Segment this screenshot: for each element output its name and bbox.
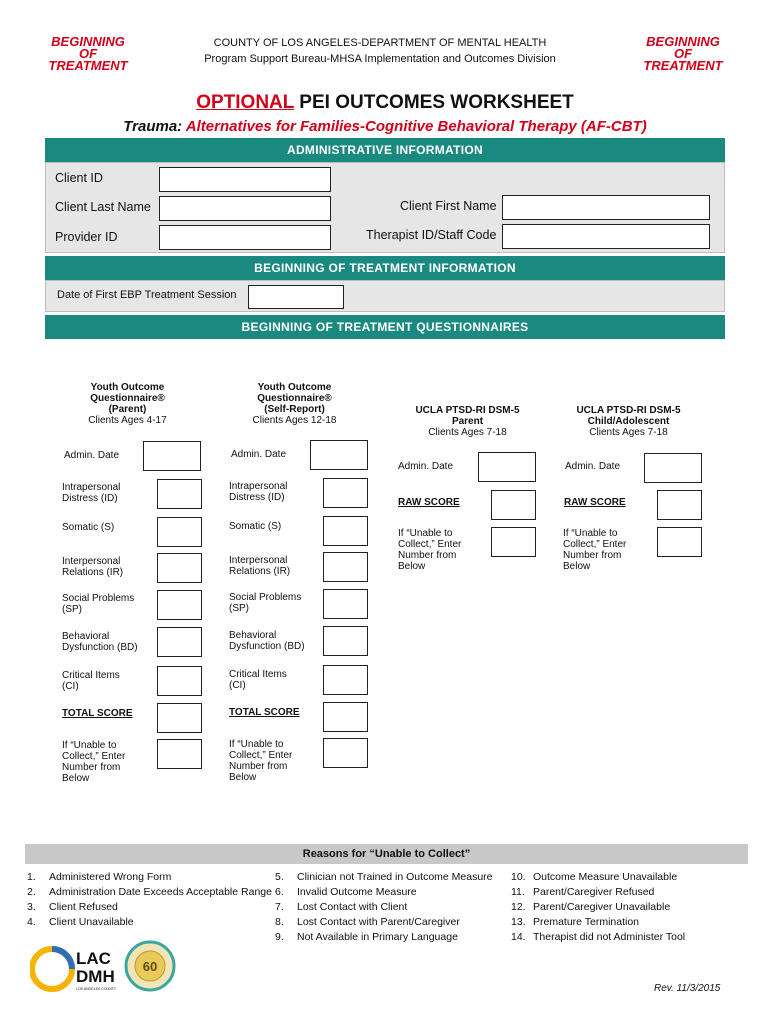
yoq-self-title-1: Youth Outcome xyxy=(257,382,332,393)
reason-number: 12. xyxy=(511,901,526,913)
reason-text: Client Refused xyxy=(49,901,118,913)
ucla-child-admin-date-input[interactable] xyxy=(644,453,702,483)
reason-item xyxy=(27,900,272,915)
yoq-self-sp-line-2: (SP) xyxy=(229,603,249,614)
yoq-parent-total-label: TOTAL SCORE xyxy=(62,708,133,719)
reason-text: Premature Termination xyxy=(533,916,640,928)
ucla-child-raw-label: RAW SCORE xyxy=(564,497,626,508)
yoq-self-title-2: Questionnaire® xyxy=(257,393,332,404)
reason-text: Invalid Outcome Measure xyxy=(297,886,417,898)
yoq-self-unable-input[interactable] xyxy=(323,738,368,768)
reason-text: Lost Contact with Client xyxy=(297,901,408,913)
ucla-child-unable-input[interactable] xyxy=(657,527,702,557)
reason-item xyxy=(275,870,493,885)
yoq-self-ir-label xyxy=(229,555,290,577)
reason-item xyxy=(27,915,272,930)
client-first-name-label: Client First Name xyxy=(400,199,497,213)
ucla-child-unable-line-3: Number from xyxy=(563,550,622,561)
reason-number: 14. xyxy=(511,931,526,943)
yoq-parent-id-input[interactable] xyxy=(157,479,202,509)
yoq-self-total-input[interactable] xyxy=(323,702,368,732)
yoq-parent-sp-label xyxy=(62,593,134,615)
yoq-self-unable-line-3: Number from xyxy=(229,761,288,772)
yoq-self-ci-line-2: (CI) xyxy=(229,680,246,691)
client-id-label: Client ID xyxy=(55,171,103,185)
reason-number: 2. xyxy=(27,886,36,898)
ucla-child-raw-input[interactable] xyxy=(657,490,702,520)
client-first-name-input[interactable] xyxy=(502,195,710,220)
yoq-self-unable-line-4: Below xyxy=(229,772,257,783)
division-name: Program Support Bureau-MHSA Implementation and Outcomes Division xyxy=(204,53,556,65)
corner-right-line-2: OF xyxy=(673,46,693,61)
yoq-self-sp-line-1: Social Problems xyxy=(229,592,302,603)
yoq-self-id-label xyxy=(229,481,287,503)
yoq-parent-unable-label xyxy=(62,740,125,784)
ucla-child-ages: Clients Ages 7-18 xyxy=(589,427,668,438)
yoq-parent-sp-input[interactable] xyxy=(157,590,202,620)
corner-right-line-3: TREATMENT xyxy=(643,58,723,73)
yoq-parent-ir-label xyxy=(62,556,123,578)
reason-number: 6. xyxy=(275,886,284,898)
ucla-parent-title-2: Parent xyxy=(451,416,484,427)
yoq-parent-s-input[interactable] xyxy=(157,517,202,547)
reason-item xyxy=(275,930,493,945)
anniversary-seal-icon xyxy=(124,940,176,992)
yoq-self-admin-date-label: Admin. Date xyxy=(231,449,287,460)
page-subtitle xyxy=(0,118,770,135)
ucla-parent-ages: Clients Ages 7-18 xyxy=(428,427,507,438)
yoq-self-s-input[interactable] xyxy=(323,516,368,546)
yoq-self-unable-line-2: Collect,” Enter xyxy=(229,750,293,761)
yoq-parent-title-3: (Parent) xyxy=(108,404,147,415)
svg-text:DMH: DMH xyxy=(76,967,115,986)
yoq-parent-bd-line-2: Dysfunction (BD) xyxy=(62,642,138,653)
reasons-col-1 xyxy=(27,870,272,930)
ucla-parent-unable-label xyxy=(398,528,461,572)
reason-item xyxy=(275,915,493,930)
yoq-parent-bd-label xyxy=(62,631,138,653)
yoq-parent-unable-line-3: Number from xyxy=(62,762,121,773)
therapist-id-label: Therapist ID/Staff Code xyxy=(366,228,497,242)
reason-item xyxy=(511,915,685,930)
client-last-name-label: Client Last Name xyxy=(55,200,151,214)
ucla-child-admin-date-label: Admin. Date xyxy=(565,461,621,472)
yoq-self-title-3: (Self-Report) xyxy=(264,404,325,415)
yoq-parent-bd-line-1: Behavioral xyxy=(62,631,110,642)
title-rest: PEI OUTCOMES WORKSHEET xyxy=(294,92,574,113)
yoq-parent-sp-line-2: (SP) xyxy=(62,604,82,615)
reason-number: 13. xyxy=(511,916,526,928)
yoq-self-bd-label xyxy=(229,630,305,652)
yoq-parent-unable-line-2: Collect,” Enter xyxy=(62,751,126,762)
yoq-parent-ci-input[interactable] xyxy=(157,666,202,696)
ucla-parent-unable-line-4: Below xyxy=(398,561,426,572)
provider-id-label: Provider ID xyxy=(55,230,118,244)
svg-text:LOS ANGELES COUNTY: LOS ANGELES COUNTY xyxy=(76,987,117,991)
yoq-parent-ages: Clients Ages 4-17 xyxy=(88,415,167,426)
yoq-parent-total-input[interactable] xyxy=(157,703,202,733)
reason-item xyxy=(275,885,493,900)
yoq-self-unable-label xyxy=(229,739,292,783)
reason-number: 1. xyxy=(27,871,36,883)
reasons-col-3 xyxy=(511,870,685,945)
agency-header xyxy=(160,35,600,67)
subtitle-program: Alternatives for Families-Cognitive Behavioral Therapy (AF-CBT) xyxy=(185,118,647,135)
yoq-parent-unable-line-1: If “Unable to xyxy=(62,740,117,751)
reason-item xyxy=(27,885,272,900)
yoq-parent-title-1: Youth Outcome xyxy=(90,382,165,393)
yoq-self-id-input[interactable] xyxy=(323,478,368,508)
ucla-child-unable-line-4: Below xyxy=(563,561,591,572)
ucla-parent-header xyxy=(400,405,535,438)
yoq-self-bd-input[interactable] xyxy=(323,626,368,656)
reason-text: Client Unavailable xyxy=(49,916,134,928)
yoq-self-sp-label xyxy=(229,592,301,614)
reason-text: Parent/Caregiver Unavailable xyxy=(533,901,671,913)
corner-left-line-2: OF xyxy=(78,46,98,61)
agency-name: COUNTY OF LOS ANGELES-DEPARTMENT OF MENTAL HEALTH xyxy=(213,37,547,49)
yoq-parent-ir-input[interactable] xyxy=(157,553,202,583)
ucla-child-title-2: Child/Adolescent xyxy=(587,416,670,427)
ucla-parent-admin-date-input[interactable] xyxy=(478,452,536,482)
yoq-self-ir-line-2: Relations (IR) xyxy=(229,566,291,577)
lacdmh-logo xyxy=(30,942,120,996)
yoq-self-ci-label xyxy=(229,669,287,691)
reason-text: Administered Wrong Form xyxy=(49,871,172,883)
client-id-input[interactable] xyxy=(159,167,331,192)
reason-text: Clinician not Trained in Outcome Measure xyxy=(297,871,493,883)
ucla-parent-unable-line-3: Number from xyxy=(398,550,457,561)
reason-number: 10. xyxy=(511,871,526,883)
yoq-self-bd-line-1: Behavioral xyxy=(229,630,277,641)
client-last-name-input[interactable] xyxy=(159,196,331,221)
corner-label-left xyxy=(33,36,143,72)
yoq-parent-bd-input[interactable] xyxy=(157,627,202,657)
reason-number: 11. xyxy=(511,886,525,898)
reason-item xyxy=(275,900,493,915)
first-session-label: Date of First EBP Treatment Session xyxy=(57,289,237,301)
ucla-child-unable-line-1: If “Unable to xyxy=(563,528,618,539)
yoq-parent-header xyxy=(60,382,195,426)
yoq-parent-admin-date-input[interactable] xyxy=(143,441,201,471)
title-optional: OPTIONAL xyxy=(196,92,295,113)
reason-text: Therapist did not Administer Tool xyxy=(533,931,686,943)
reason-number: 4. xyxy=(27,916,36,928)
ucla-child-header xyxy=(561,405,696,438)
yoq-self-sp-input[interactable] xyxy=(323,589,368,619)
yoq-parent-admin-date-label: Admin. Date xyxy=(64,450,120,461)
yoq-parent-ci-line-2: (CI) xyxy=(62,681,79,692)
provider-id-input[interactable] xyxy=(159,225,331,250)
reason-item xyxy=(511,870,685,885)
corner-left-line-1: BEGINNING xyxy=(51,34,125,49)
subtitle-prefix: Trauma: xyxy=(123,118,186,135)
yoq-parent-id-line-2: Distress (ID) xyxy=(62,493,118,504)
first-session-input[interactable] xyxy=(248,285,344,309)
reason-item xyxy=(511,930,685,945)
ucla-parent-admin-date-label: Admin. Date xyxy=(398,461,454,472)
svg-text:60: 60 xyxy=(142,959,158,974)
reason-number: 5. xyxy=(275,871,284,883)
yoq-parent-unable-input[interactable] xyxy=(157,739,202,769)
yoq-self-unable-line-1: If “Unable to xyxy=(229,739,284,750)
section-bot-header: BEGINNING OF TREATMENT INFORMATION xyxy=(45,256,725,280)
yoq-self-header xyxy=(227,382,362,426)
reason-number: 7. xyxy=(275,901,284,913)
yoq-self-ir-input[interactable] xyxy=(323,552,368,582)
reason-item xyxy=(511,885,685,900)
reason-item xyxy=(511,900,685,915)
yoq-self-ages: Clients Ages 12-18 xyxy=(252,415,337,426)
reason-text: Outcome Measure Unavailable xyxy=(533,871,678,883)
yoq-self-ir-line-1: Interpersonal xyxy=(229,555,288,566)
yoq-parent-id-label xyxy=(62,482,120,504)
yoq-self-ci-input[interactable] xyxy=(323,665,368,695)
yoq-self-total-label: TOTAL SCORE xyxy=(229,707,300,718)
reason-text: Not Available in Primary Language xyxy=(297,931,458,943)
ucla-child-title-1: UCLA PTSD-RI DSM-5 xyxy=(576,405,681,416)
yoq-self-s-label: Somatic (S) xyxy=(229,521,282,532)
corner-right-line-1: BEGINNING xyxy=(646,34,720,49)
reasons-col-2 xyxy=(275,870,493,945)
yoq-parent-sp-line-1: Social Problems xyxy=(62,593,135,604)
yoq-parent-ir-line-1: Interpersonal xyxy=(62,556,121,567)
revision-date: Rev. 11/3/2015 xyxy=(654,983,721,994)
yoq-parent-title-2: Questionnaire® xyxy=(90,393,165,404)
yoq-parent-unable-line-4: Below xyxy=(62,773,90,784)
reason-number: 9. xyxy=(275,931,284,943)
section-questionnaires-header: BEGINNING OF TREATMENT QUESTIONNAIRES xyxy=(45,315,725,339)
reason-text: Administration Date Exceeds Acceptable Range xyxy=(49,886,272,898)
reason-text: Lost Contact with Parent/Caregiver xyxy=(297,916,460,928)
yoq-parent-id-line-1: Intrapersonal xyxy=(62,482,121,493)
reason-number: 3. xyxy=(27,901,36,913)
svg-text:LAC: LAC xyxy=(76,949,111,968)
ucla-child-unable-label xyxy=(563,528,626,572)
yoq-self-bd-line-2: Dysfunction (BD) xyxy=(229,641,305,652)
ucla-parent-unable-line-1: If “Unable to xyxy=(398,528,453,539)
yoq-parent-s-label: Somatic (S) xyxy=(62,522,115,533)
reasons-header: Reasons for “Unable to Collect” xyxy=(25,844,748,864)
ucla-parent-raw-label: RAW SCORE xyxy=(398,497,460,508)
yoq-self-id-line-1: Intrapersonal xyxy=(229,481,288,492)
corner-label-right xyxy=(628,36,738,72)
ucla-parent-unable-line-2: Collect,” Enter xyxy=(398,539,462,550)
ucla-parent-title-1: UCLA PTSD-RI DSM-5 xyxy=(415,405,520,416)
yoq-self-ci-line-1: Critical Items xyxy=(229,669,287,680)
therapist-id-input[interactable] xyxy=(502,224,710,249)
yoq-self-admin-date-input[interactable] xyxy=(310,440,368,470)
section-admin-header: ADMINISTRATIVE INFORMATION xyxy=(45,138,725,162)
reason-text: Parent/Caregiver Refused xyxy=(533,886,655,898)
corner-left-line-3: TREATMENT xyxy=(48,58,128,73)
reason-number: 8. xyxy=(275,916,284,928)
yoq-parent-ir-line-2: Relations (IR) xyxy=(62,567,124,578)
ucla-parent-unable-input[interactable] xyxy=(491,527,536,557)
page-title xyxy=(0,92,770,114)
ucla-child-unable-line-2: Collect,” Enter xyxy=(563,539,627,550)
yoq-parent-ci-label xyxy=(62,670,120,692)
reason-item xyxy=(27,870,272,885)
yoq-self-id-line-2: Distress (ID) xyxy=(229,492,285,503)
ucla-parent-raw-input[interactable] xyxy=(491,490,536,520)
yoq-parent-ci-line-1: Critical Items xyxy=(62,670,120,681)
